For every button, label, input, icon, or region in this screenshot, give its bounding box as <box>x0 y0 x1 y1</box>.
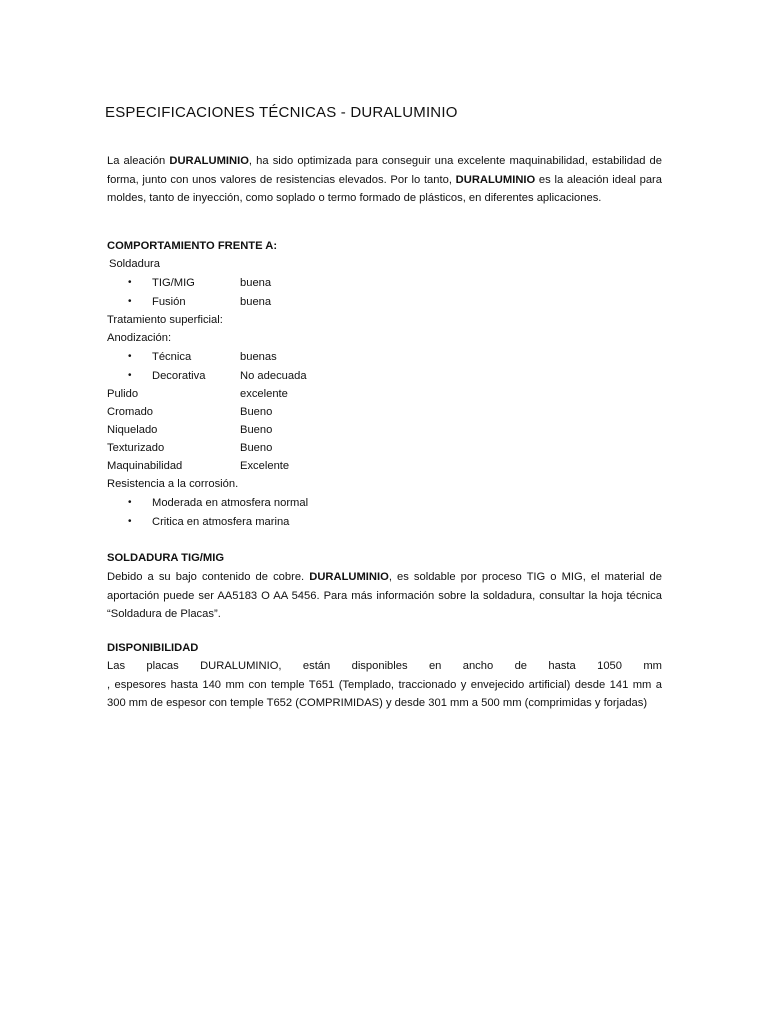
list-item-label: Técnica <box>152 351 192 363</box>
bullet-icon: • <box>128 497 132 508</box>
property-label: Texturizado <box>107 442 165 454</box>
list-item-label: Moderada en atmosfera normal <box>152 497 309 509</box>
list-item-label: TIG/MIG <box>152 277 195 289</box>
property-label: Maquinabilidad <box>107 460 183 472</box>
bullet-icon: • <box>128 296 132 307</box>
intro-paragraph <box>107 152 662 208</box>
welding-text-1: Debido a su bajo contenido de cobre. <box>107 571 310 583</box>
intro-text-2: , ha sido optimizada para conseguir una excelente maquinabilidad, estabilidad de forma, junto con unos valores de resistencias elevados. Por lo tanto, <box>107 155 662 186</box>
property-value: Bueno <box>240 424 273 436</box>
list-item-value: buena <box>240 296 272 308</box>
availability-paragraph <box>107 657 662 713</box>
bullet-icon: • <box>128 277 132 288</box>
intro-bold-2: DURALUMINIO <box>455 173 536 186</box>
bullet-icon: • <box>128 351 132 362</box>
property-label: Pulido <box>107 388 139 400</box>
list-item-value: No adecuada <box>240 370 307 382</box>
page-title: ESPECIFICACIONES TÉCNICAS - DURALUMINIO <box>105 104 458 121</box>
welding-paragraph <box>107 568 662 624</box>
welding-bold-1: DURALUMINIO <box>309 571 389 583</box>
property-value: Excelente <box>240 460 290 472</box>
bullet-icon: • <box>128 370 132 381</box>
list-item-label: Decorativa <box>152 370 206 382</box>
intro-text-1: La aleación <box>107 155 170 167</box>
intro-bold-1: DURALUMINIO <box>169 155 249 167</box>
property-value: Bueno <box>240 406 273 418</box>
list-item-value: buenas <box>240 351 277 363</box>
welding-text-2: , es soldable por proceso TIG o MIG, el material de aportación puede ser AA5183 O AA 5456. Para más información sobre la soldadura, consultar la hoja técnica “Soldadura de Placas”. <box>107 571 662 621</box>
property-label: Cromado <box>107 406 154 418</box>
list-item-label: Fusión <box>152 296 186 308</box>
property-label: Niquelado <box>107 424 158 436</box>
property-value: Bueno <box>240 442 273 454</box>
property-value: excelente <box>240 388 288 400</box>
bullet-icon: • <box>128 516 132 527</box>
intro-text-3: es la aleación ideal para moldes, tanto de inyección, como soplado o termo formado de plásticos, en diferentes aplicaciones. <box>107 173 662 205</box>
list-item-value: buena <box>240 277 272 289</box>
list-item-label: Critica en atmosfera marina <box>152 516 290 528</box>
document-page: ESPECIFICACIONES TÉCNICAS - DURALUMINIO La aleación DURALUMINIO, ha sido optimizada para conseguir una excelente maquinabilidad, estabilidad de forma, junto con unos valores de resistencias elevados. Por lo tanto, DURALUMINIO es la aleación ideal para moldes, tanto de inyección, como soplado o termo formado de plásticos, en diferentes aplicaciones. COMPORTAMIENTO FRENTE A: Soldadura • TIG/MIG buena • Fusión buena Tratamiento superficial: Anodización: • Técnica buenas • Decorativa No adecuada Pulido excelente Cromado Bueno Niquelado Bueno Texturizado Bueno Maquinabilidad Excelente Resistencia a la corrosión. • Moderada en atmosfera normal • Critica en atmosfera marina SOLDADURA TIG/MIG Debido a su bajo contenido de cobre. DURALUMINIO, es soldable por proceso TIG o MIG, el material de aportación puede ser AA5183 O AA 5456. Para más información sobre la soldadura, consultar la hoja técnica “Soldadura de Placas”. DISPONIBILIDAD Las placas DURALUMINIO, están disponibles en ancho de hasta 1050 mm , espesores hasta 140 mm con temple T651 (Templado, traccionado y envejecido artificial) desde 141 mm a 300 mm de espesor con temple T652 (COMPRIMIDAS) y desde 301 mm a 500 mm (comprimidas y forjadas) <box>0 0 768 1024</box>
availability-line-1: Las placas DURALUMINIO, están disponibles en ancho de hasta 1050 mm <box>107 660 662 672</box>
availability-line-2: , espesores hasta 140 mm con temple T651 (Templado, traccionado y envejecido artificial) desde 141 mm a 300 mm de espesor con temple T652 (COMPRIMIDAS) y desde 301 mm a 500 mm (comprimidas y forjadas) <box>107 678 662 710</box>
